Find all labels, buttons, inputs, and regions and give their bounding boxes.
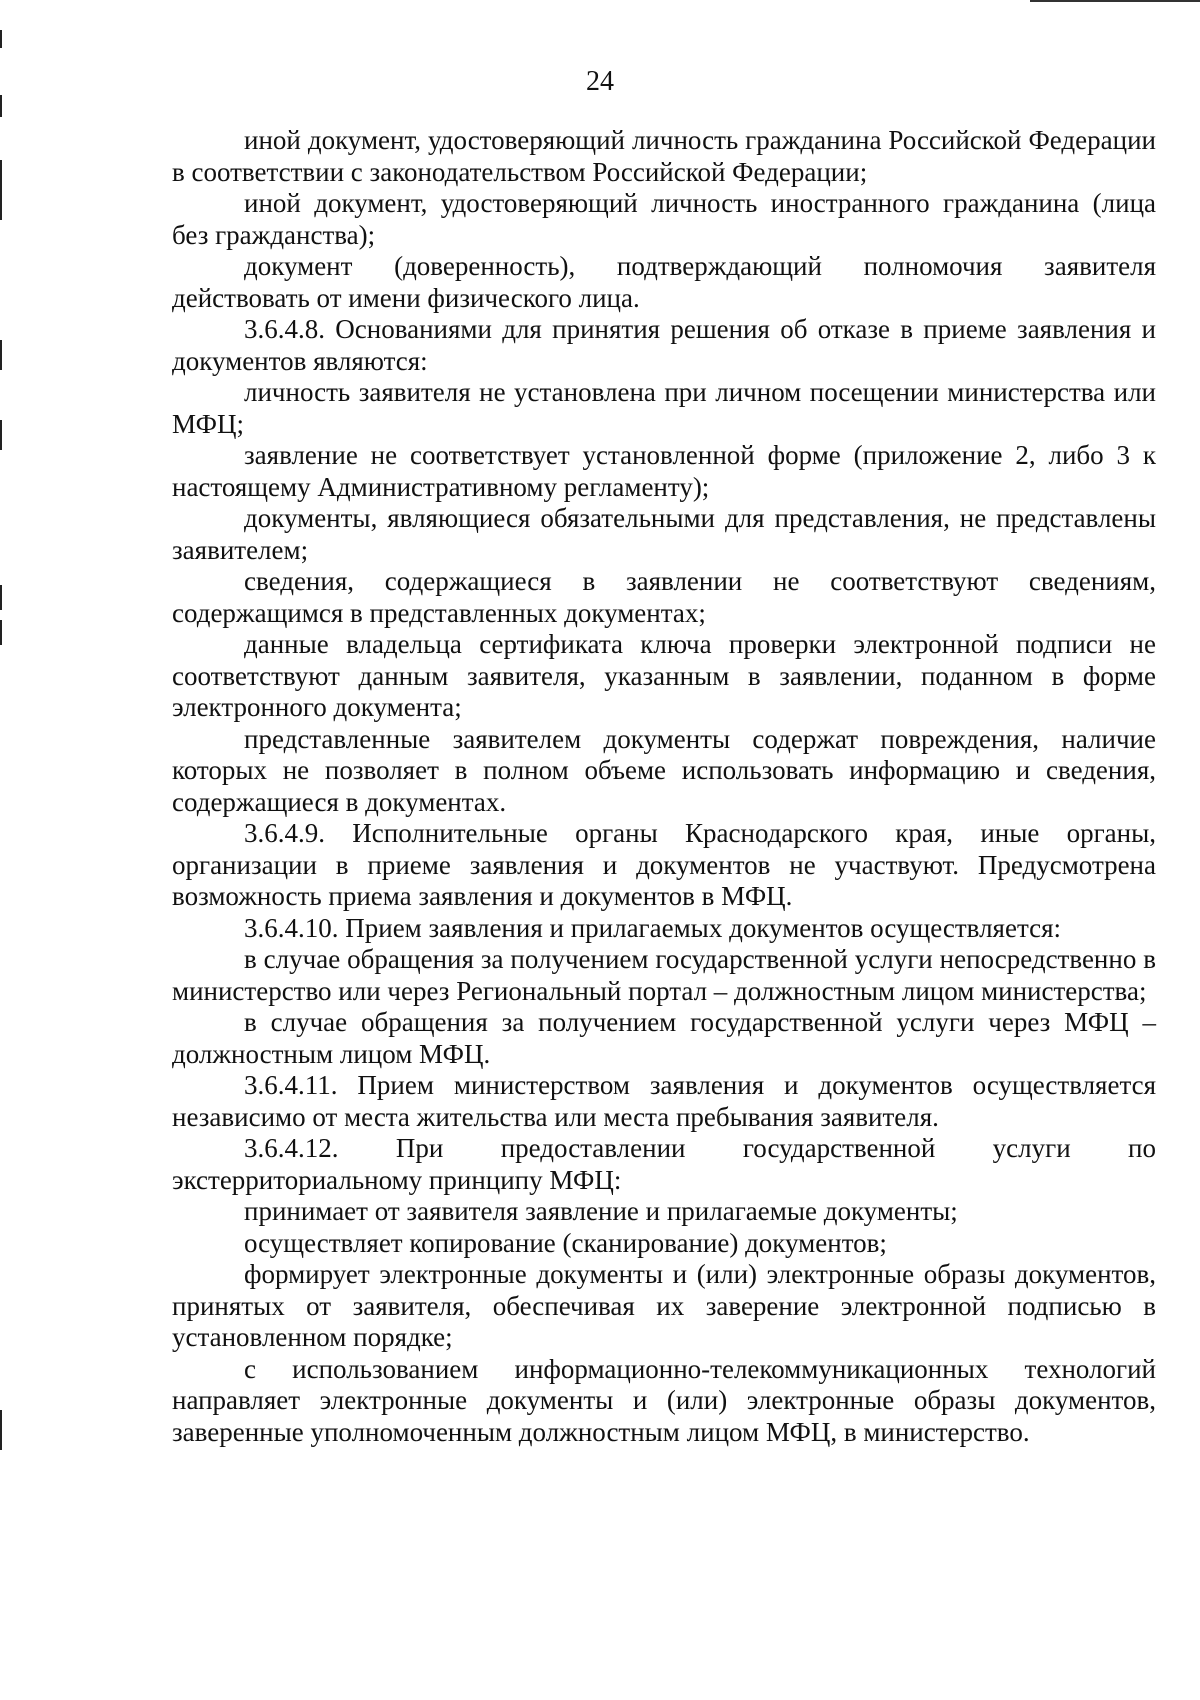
paragraph: сведения, содержащиеся в заявлении не соответствуют сведениям, содержащимся в представленных документах; [172, 566, 1156, 628]
paragraph: в случае обращения за получением государственной услуги непосредственно в министерство или через Региональный портал – должностным лицом министерства; [172, 944, 1156, 1006]
paragraph: документ (доверенность), подтверждающий полномочия заявителя действовать от имени физического лица. [172, 251, 1156, 313]
scan-artifact-mark [0, 160, 2, 220]
page-number: 24 [586, 66, 614, 97]
paragraph: данные владельца сертификата ключа проверки электронной подписи не соответствуют данным заявителя, указанным в заявлении, поданном в форме электронного документа; [172, 629, 1156, 722]
scan-artifact-mark [0, 1410, 2, 1450]
paragraph: 3.6.4.9. Исполнительные органы Краснодарского края, иные органы, организации в приеме заявления и документов не участвуют. Предусмотрена возможность приема заявления и документов в МФЦ. [172, 818, 1156, 911]
scan-artifact-mark [0, 340, 2, 370]
paragraph: личность заявителя не установлена при личном посещении министерства или МФЦ; [172, 377, 1156, 439]
paragraph: заявление не соответствует установленной форме (приложение 2, либо 3 к настоящему Административному регламенту); [172, 440, 1156, 502]
scan-artifact-mark [0, 420, 2, 450]
paragraph: формирует электронные документы и (или) электронные образы документов, принятых от заявителя, обеспечивая их заверение электронной подписью в установленном порядке; [172, 1259, 1156, 1352]
paragraph: иной документ, удостоверяющий личность гражданина Российской Федерации в соответствии с законодательством Российской Федерации; [172, 125, 1156, 187]
paragraph: документы, являющиеся обязательными для представления, не представлены заявителем; [172, 503, 1156, 565]
scan-artifact-mark [0, 585, 2, 610]
paragraph: иной документ, удостоверяющий личность иностранного гражданина (лица без гражданства); [172, 188, 1156, 250]
scan-artifact-mark [0, 30, 2, 48]
paragraph: представленные заявителем документы содержат повреждения, наличие которых не позволяет в полном объеме использовать информацию и сведения, содержащиеся в документах. [172, 723, 1156, 817]
scan-artifact-mark [0, 620, 2, 645]
paragraph: принимает от заявителя заявление и прилагаемые документы; [244, 1196, 958, 1226]
document-body [172, 125, 1156, 1448]
paragraph: в случае обращения за получением государственной услуги через МФЦ – должностным лицом МФЦ. [172, 1007, 1156, 1069]
paragraph: 3.6.4.11. Прием министерством заявления и документов осуществляется независимо от места жительства или места пребывания заявителя. [172, 1070, 1156, 1132]
paragraph: 3.6.4.8. Основаниями для принятия решения об отказе в приеме заявления и документов являются: [172, 314, 1156, 376]
paragraph: 3.6.4.10. Прием заявления и прилагаемых документов осуществляется: [244, 912, 1061, 943]
scan-artifact-top-line [1030, 0, 1200, 2]
paragraph: 3.6.4.12. При предоставлении государственной услуги по экстерриториальному принципу МФЦ: [172, 1133, 1156, 1195]
paragraph: осуществляет копирование (сканирование) документов; [244, 1227, 887, 1258]
paragraph: с использованием информационно-телекоммуникационных технологий направляет электронные документы и (или) электронные образы документов, заверенные уполномоченным должностным лицом МФЦ, в министерство. [172, 1353, 1156, 1447]
